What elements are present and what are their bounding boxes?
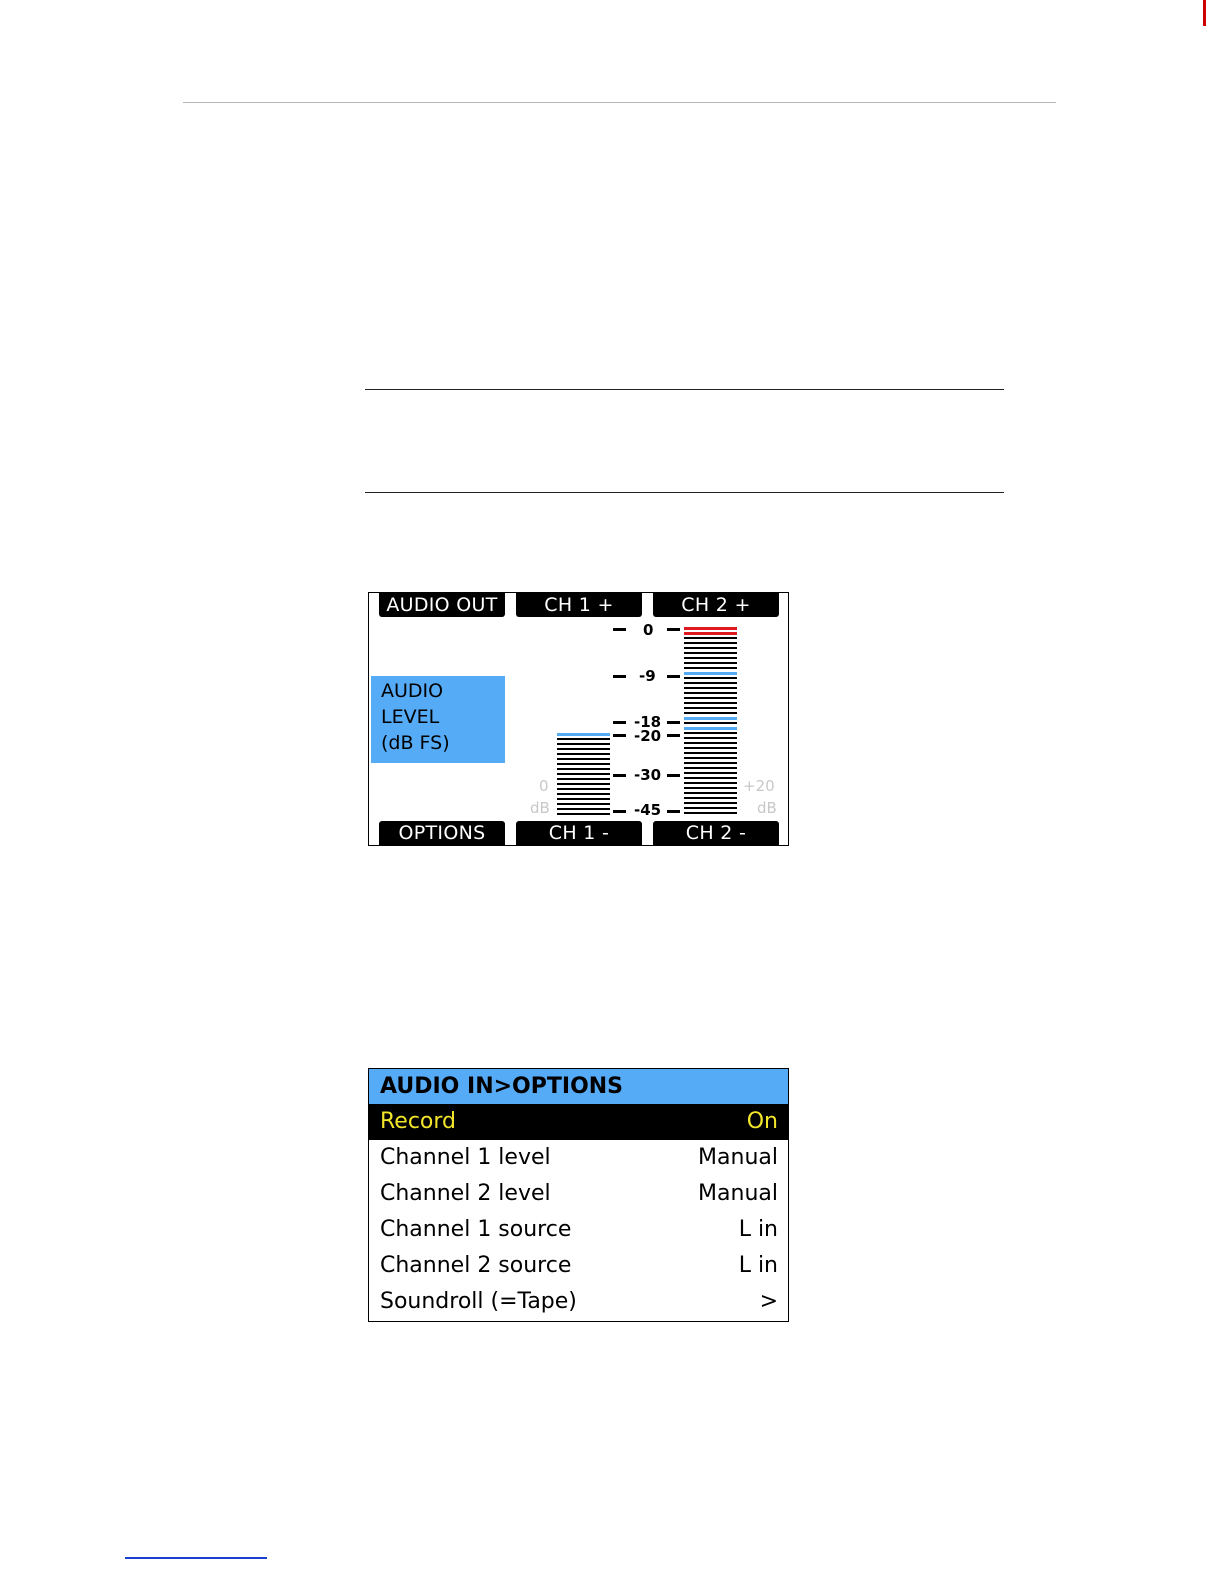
meter-segment: [684, 762, 737, 764]
meter-segment: [684, 707, 737, 709]
meter-segment: [684, 722, 737, 724]
meter-segment: [684, 682, 737, 684]
audio-in-options-menu: [368, 1068, 789, 1322]
scale-tick-9-right: [667, 675, 680, 678]
audio-out-softkey[interactable]: AUDIO OUT: [379, 593, 505, 617]
meter-segment: [684, 697, 737, 699]
level-panel-line3: (dB FS): [381, 732, 450, 754]
meter-segment: [557, 793, 610, 795]
scale-tick-9-left: [613, 675, 626, 678]
menu-item-value: L in: [738, 1253, 778, 1278]
meter-segment: [557, 813, 610, 815]
menu-item-value: Manual: [698, 1145, 778, 1170]
meter-segment: [684, 737, 737, 739]
meter-segment: [684, 667, 737, 669]
margin-marker: [1203, 0, 1206, 26]
meter-segment: [684, 677, 737, 679]
scale-label-30: -30: [634, 766, 662, 784]
scale-tick-20-left: [613, 734, 626, 737]
meter-segment: [684, 772, 737, 774]
meter-segment: [557, 748, 610, 750]
meter-segment: [557, 808, 610, 810]
meter-segment: [557, 763, 610, 765]
meter-segment: [684, 632, 737, 635]
menu-item-label: Record: [380, 1109, 457, 1134]
menu-item-channel-2-source[interactable]: [369, 1248, 788, 1284]
scale-tick-20-right: [667, 734, 680, 737]
scale-tick-18-left: [613, 721, 626, 724]
menu-item-label: Soundroll (=Tape): [380, 1289, 577, 1314]
scale-label-20: -20: [634, 727, 662, 745]
ch2-plus-softkey[interactable]: CH 2 +: [653, 593, 779, 617]
meter-segment: [557, 758, 610, 760]
meter-segment: [684, 787, 737, 789]
options-softkey[interactable]: OPTIONS: [379, 821, 505, 845]
menu-item-channel-1-level[interactable]: [369, 1140, 788, 1176]
meter-segment: [557, 803, 610, 805]
ch2-gain-value: +20: [743, 777, 775, 795]
scale-label-45: -45: [634, 801, 662, 819]
scale-label-0: 0: [643, 621, 654, 639]
menu-item-channel-1-source[interactable]: [369, 1212, 788, 1248]
ch2-level-meter: [684, 627, 737, 815]
meter-segment: [684, 777, 737, 779]
meter-segment: [557, 783, 610, 785]
header-rule: [183, 102, 1056, 103]
meter-segment: [557, 788, 610, 790]
ch2-minus-softkey[interactable]: CH 2 -: [653, 821, 779, 845]
meter-segment: [557, 773, 610, 775]
scale-tick-45-right: [667, 810, 680, 813]
menu-item-label: Channel 2 level: [380, 1181, 551, 1206]
ch2-gain-unit: dB: [757, 799, 777, 817]
note-rule-top: [365, 389, 1004, 390]
meter-segment: [684, 812, 737, 814]
audio-level-screen: [368, 592, 789, 846]
meter-segment: [684, 657, 737, 659]
meter-segment: [557, 738, 610, 740]
meter-segment: [684, 802, 737, 804]
meter-segment: [684, 797, 737, 799]
menu-item-channel-2-level[interactable]: [369, 1176, 788, 1212]
meter-segment: [684, 652, 737, 654]
meter-segment: [684, 647, 737, 649]
meter-segment: [684, 742, 737, 744]
meter-segment: [557, 768, 610, 770]
meter-segment: [684, 662, 737, 664]
scale-label-9: -9: [639, 667, 656, 685]
meter-segment: [684, 642, 737, 644]
meter-segment: [684, 627, 737, 630]
menu-item-record[interactable]: [369, 1104, 788, 1140]
scale-label-18: -18: [634, 713, 662, 731]
menu-item-label: Channel 1 source: [380, 1217, 572, 1242]
meter-segment: [557, 753, 610, 755]
meter-segment: [684, 807, 737, 809]
meter-segment: [684, 687, 737, 689]
menu-item-value: >: [759, 1289, 778, 1314]
menu-item-label: Channel 2 source: [380, 1253, 572, 1278]
footer-link-underline[interactable]: [125, 1557, 267, 1559]
meter-segment: [557, 743, 610, 745]
ch1-level-meter: [557, 733, 610, 815]
ch1-gain-value: 0: [539, 777, 549, 795]
ch1-gain-unit: dB: [530, 799, 550, 817]
menu-item-value: Manual: [698, 1181, 778, 1206]
ch1-plus-softkey[interactable]: CH 1 +: [516, 593, 642, 617]
meter-segment: [684, 752, 737, 754]
meter-segment: [684, 692, 737, 694]
meter-segment: [557, 778, 610, 780]
menu-item-label: Channel 1 level: [380, 1145, 551, 1170]
menu-title: AUDIO IN>OPTIONS: [369, 1069, 788, 1104]
meter-segment: [684, 792, 737, 794]
note-rule-bottom: [365, 492, 1004, 493]
meter-segment: [684, 727, 737, 730]
meter-segment: [684, 672, 737, 675]
scale-tick-30-left: [613, 774, 626, 777]
audio-level-panel: [371, 676, 505, 763]
meter-segment: [684, 712, 737, 714]
ch1-minus-softkey[interactable]: CH 1 -: [516, 821, 642, 845]
level-panel-line1: AUDIO: [381, 680, 444, 702]
scale-tick-0-right: [667, 628, 680, 631]
meter-segment: [684, 747, 737, 749]
menu-item-value: On: [746, 1109, 778, 1134]
meter-segment: [684, 782, 737, 784]
menu-item-value: L in: [738, 1217, 778, 1242]
menu-item-soundroll[interactable]: [369, 1284, 788, 1320]
meter-segment: [684, 717, 737, 720]
scale-tick-45-left: [613, 810, 626, 813]
meter-segment: [557, 798, 610, 800]
meter-segment: [684, 637, 737, 639]
meter-segment: [684, 732, 737, 734]
scale-tick-0-left: [613, 628, 626, 631]
meter-segment: [684, 702, 737, 704]
meter-segment: [557, 733, 610, 736]
meter-segment: [684, 757, 737, 759]
scale-tick-30-right: [667, 774, 680, 777]
level-panel-line2: LEVEL: [381, 706, 440, 728]
meter-segment: [684, 767, 737, 769]
scale-tick-18-right: [667, 721, 680, 724]
